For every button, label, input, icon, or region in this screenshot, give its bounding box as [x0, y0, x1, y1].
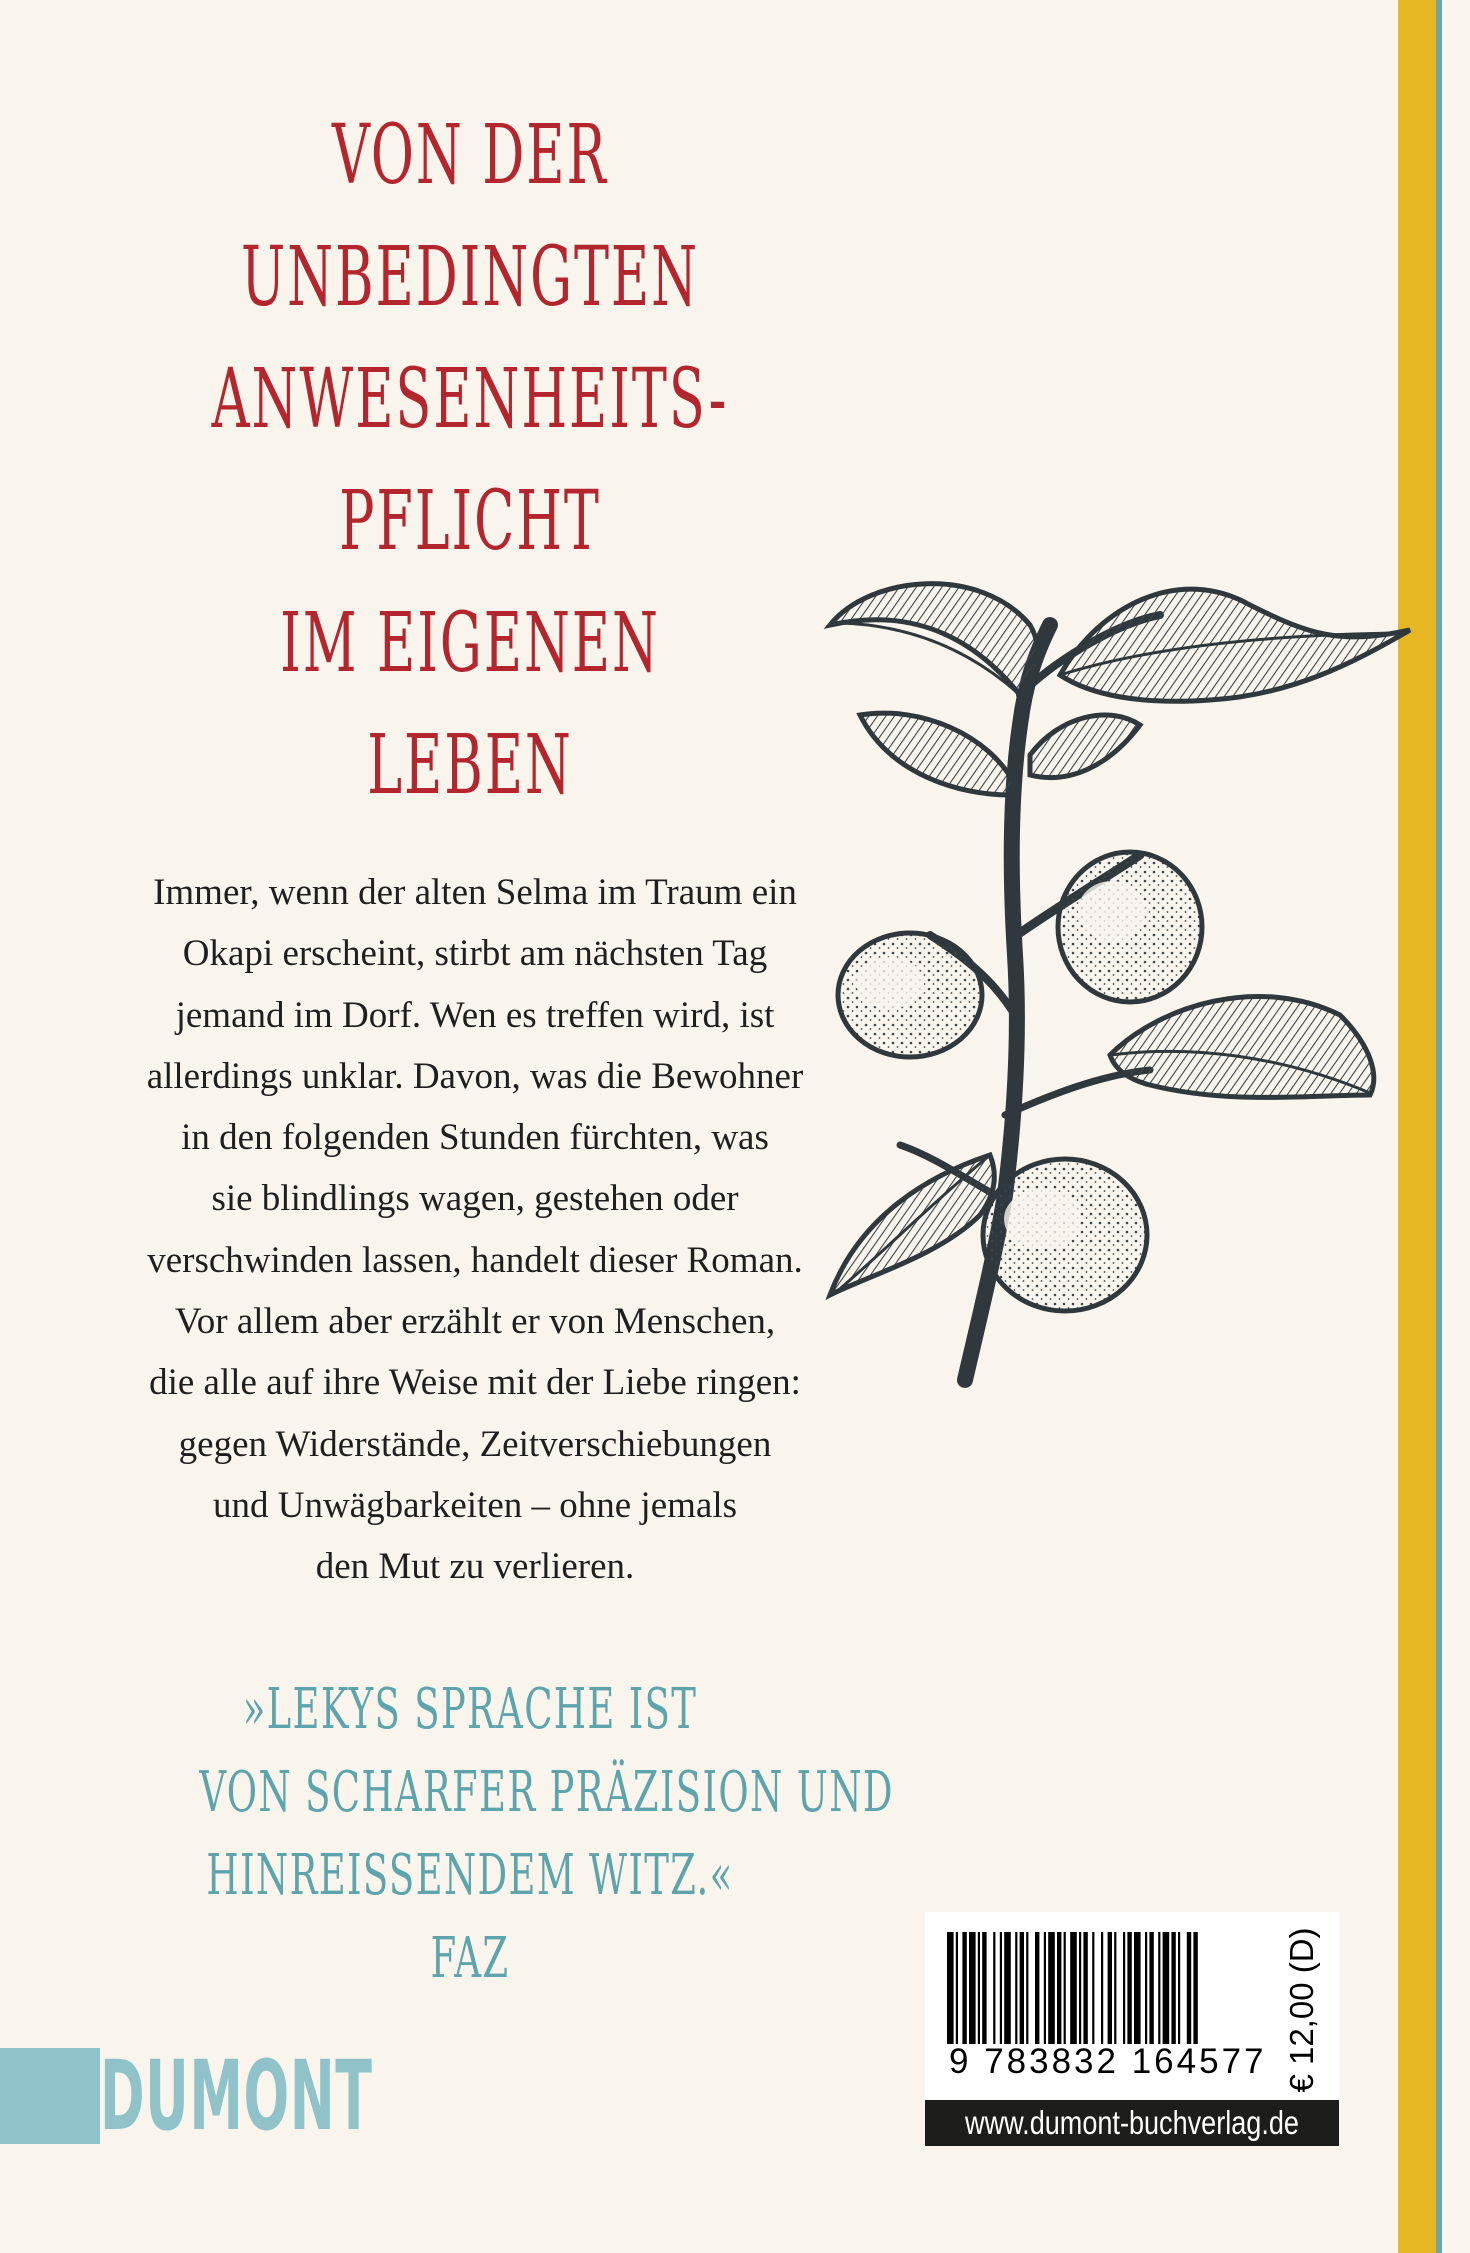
blurb-line: jemand im Dorf. Wen es treffen wird, ist	[175, 994, 775, 1036]
price-text: € 12,00 (D)	[1283, 1927, 1320, 2093]
barcode-bar	[1108, 1932, 1112, 2044]
barcode-bar	[1000, 1932, 1002, 2044]
blurb-line: gegen Widerstände, Zeitverschiebungen	[178, 1423, 772, 1465]
barcode-bar	[1044, 1932, 1046, 2044]
blurb-line: Vor allem aber erzählt er von Menschen,	[174, 1301, 776, 1343]
barcode-bar	[1015, 1932, 1017, 2044]
barcode-bar	[1026, 1932, 1028, 2044]
barcode-bar	[1092, 1932, 1094, 2044]
price-label	[1277, 1927, 1327, 2093]
barcode-bar	[982, 1932, 986, 2044]
barcode-bar	[962, 1932, 966, 2044]
barcode-bar	[1020, 1932, 1024, 2044]
headline	[60, 95, 880, 827]
barcode-bar	[1145, 1932, 1147, 2044]
headline-line: UNBEDINGTEN	[240, 230, 700, 325]
barcode-bar	[1178, 1932, 1180, 2044]
spine-teal-stripe	[1436, 0, 1442, 2253]
barcode-bar	[1057, 1932, 1061, 2044]
blurb-line: sie blindlings wagen, gestehen oder	[211, 1178, 739, 1220]
barcode-bar	[1048, 1932, 1055, 2044]
barcode-bar	[1079, 1932, 1081, 2044]
barcode-bar	[993, 1932, 995, 2044]
quote-line: »LEKYS SPRACHE IST	[242, 1677, 698, 1742]
barcode-bar	[1163, 1932, 1170, 2044]
press-quote	[60, 1668, 894, 2000]
blurb-line: Okapi erscheint, stirbt am nächsten Tag	[182, 933, 768, 975]
isbn-number: 9 783832 164577	[949, 2042, 1267, 2081]
headline-line: IM EIGENEN	[280, 596, 660, 691]
barcode-bar	[1127, 1932, 1131, 2044]
publisher-logo	[0, 2040, 373, 2152]
blurb-line: in den folgenden Stunden fürchten, was	[181, 1117, 769, 1159]
barcode-bar	[1123, 1932, 1125, 2044]
publisher-url: www.dumont-buchverlag.de	[965, 2104, 1299, 2141]
barcode-bar	[1171, 1932, 1175, 2044]
blurb-line: Immer, wenn der alten Selma im Traum ein	[153, 872, 797, 913]
barcode-bar	[947, 1932, 954, 2044]
quote-line: VON SCHARFER PRÄZISION UND	[199, 1760, 894, 1825]
blurb-text	[95, 862, 855, 1598]
headline-line: LEBEN	[367, 718, 573, 813]
barcode-bar	[969, 1932, 976, 2044]
logo-text: DUMONT	[100, 2040, 373, 2152]
blurb-line: verschwinden lassen, handelt dieser Roman.	[147, 1239, 803, 1281]
barcode-bar	[978, 1932, 980, 2044]
barcode-bar	[1035, 1932, 1039, 2044]
publisher-url-box	[925, 2100, 1339, 2146]
barcode-bar	[1083, 1932, 1087, 2044]
barcode-bar	[1187, 1932, 1191, 2044]
barcode-bar	[956, 1932, 958, 2044]
barcode-bar	[1064, 1932, 1066, 2044]
barcode-bar	[1193, 1932, 1197, 2044]
blurb-line: und Unwägbarkeiten – ohne jemals	[212, 1484, 738, 1526]
barcode-bar	[1134, 1932, 1141, 2044]
barcode-bar	[1070, 1932, 1077, 2044]
quote-line: HINREISSENDEM WITZ.«	[206, 1843, 734, 1908]
blurb-line: allerdings unklar. Davon, was die Bewohner	[146, 1055, 804, 1097]
quote-source: FAZ	[430, 1926, 510, 1991]
barcode-bar	[1101, 1932, 1103, 2044]
blurb-line: die alle auf ihre Weise mit der Liebe ringen:	[149, 1362, 801, 1404]
headline-line: VON DER	[332, 108, 608, 203]
barcode-icon	[947, 1932, 1277, 2044]
headline-line: ANWESENHEITS-	[211, 352, 729, 447]
barcode-bar	[1114, 1932, 1116, 2044]
barcode-bar	[1004, 1932, 1011, 2044]
plum-branch-icon	[810, 555, 1430, 1405]
barcode-bar	[1149, 1932, 1153, 2044]
headline-line: PFLICHT	[339, 474, 601, 569]
barcode-box	[925, 1912, 1339, 2100]
logo-bar	[0, 2048, 100, 2144]
barcode-bar	[1158, 1932, 1160, 2044]
blurb-line: den Mut zu verlieren.	[315, 1546, 635, 1588]
